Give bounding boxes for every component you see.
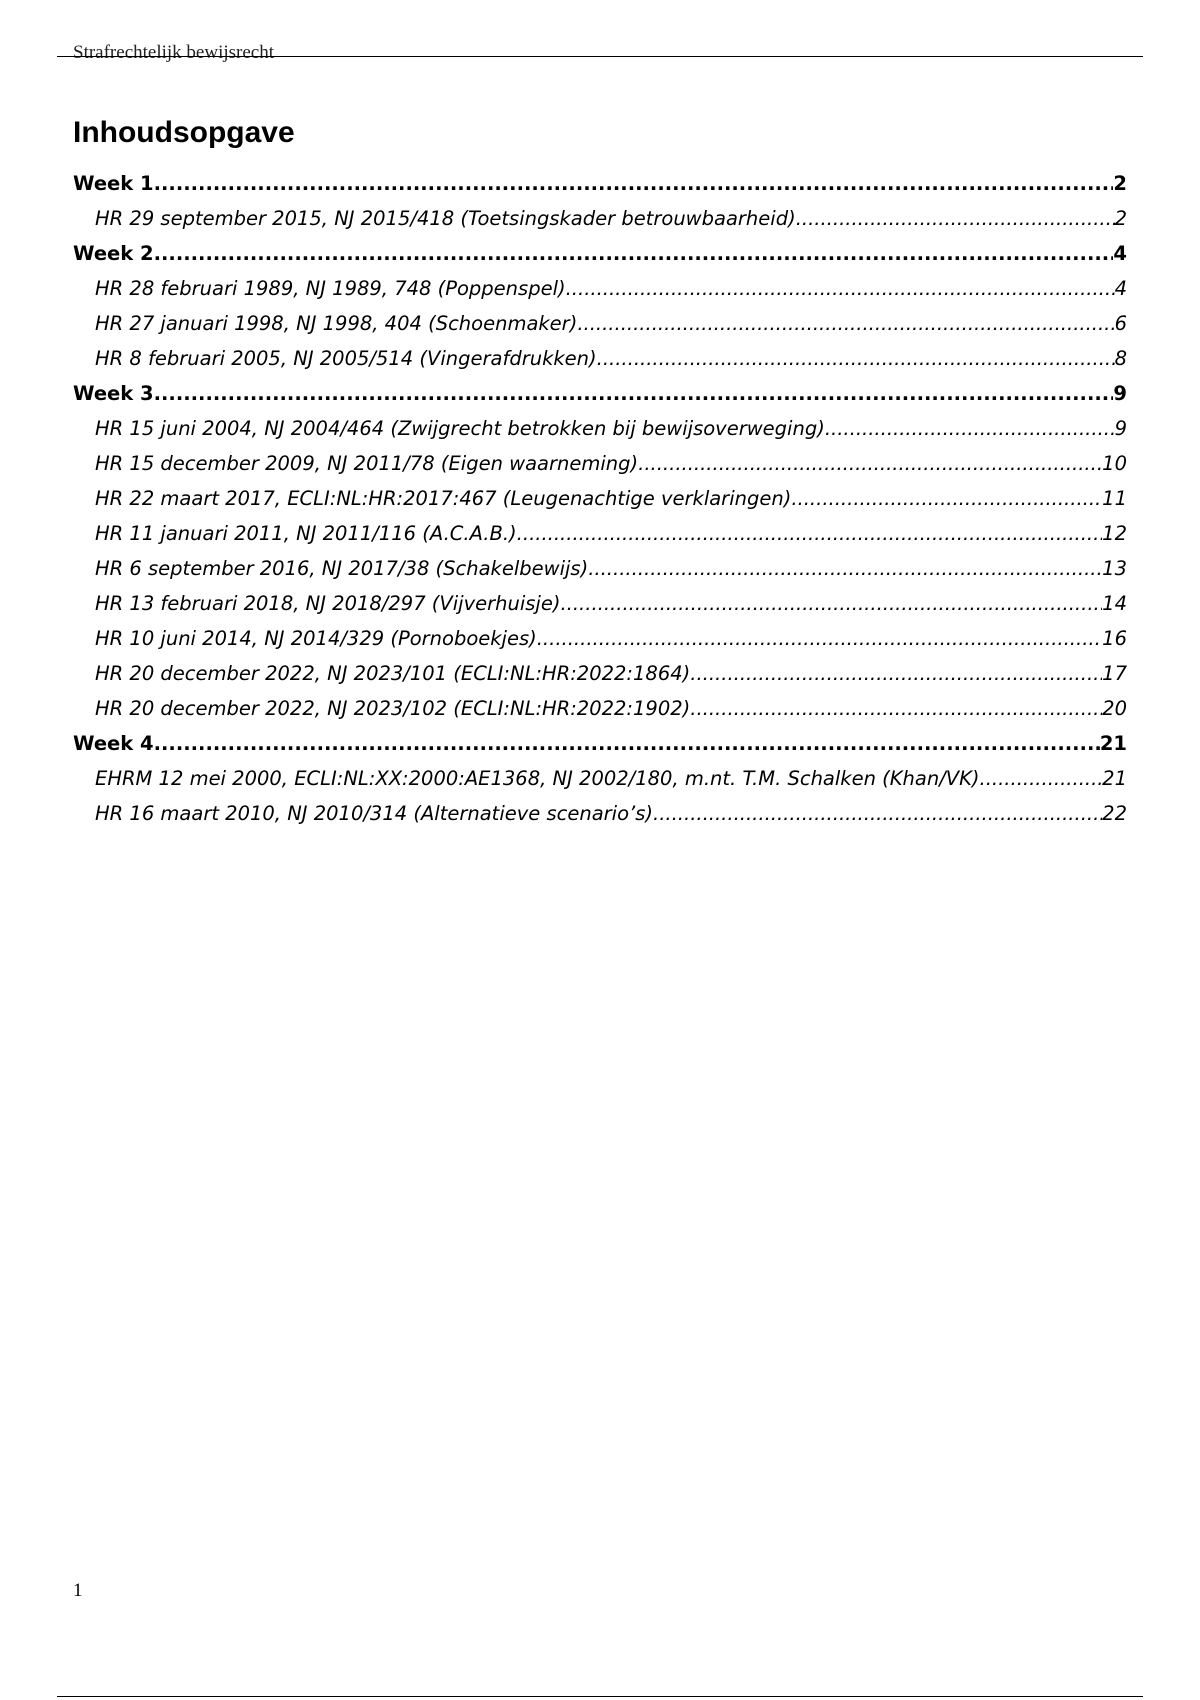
- toc-entry-page: 11: [1102, 487, 1127, 510]
- page-number: 1: [73, 1580, 83, 1601]
- toc-entry-page: 14: [1102, 592, 1127, 615]
- toc-entry-page: 17: [1102, 662, 1127, 685]
- toc-entry-case[interactable]: [73, 557, 1127, 581]
- header-rule: [57, 56, 1143, 57]
- toc-entry-case[interactable]: [73, 417, 1127, 441]
- dot-leader: [653, 802, 1102, 826]
- dot-leader: [577, 312, 1114, 336]
- toc-entry-page: 21: [1102, 767, 1127, 790]
- dot-leader: [690, 662, 1102, 686]
- toc-entry-title: Week 4: [73, 732, 154, 755]
- toc-entry-page: 2: [1113, 172, 1127, 195]
- toc-entry-case[interactable]: [73, 347, 1127, 371]
- dot-leader: [566, 277, 1115, 301]
- toc-entry-page: 16: [1102, 627, 1127, 650]
- toc-entry-week[interactable]: [73, 172, 1127, 196]
- toc-entry-title: HR 20 december 2022, NJ 2023/101 (ECLI:NL:HR:2022:1864): [95, 662, 691, 685]
- toc-entry-case[interactable]: [73, 627, 1127, 651]
- running-header: Strafrechtelijk bewijsrecht: [73, 42, 275, 63]
- toc-entry-title: HR 29 september 2015, NJ 2015/418 (Toetsingskader betrouwbaarheid): [95, 207, 796, 230]
- toc-entry-week[interactable]: [73, 242, 1127, 266]
- toc-entry-page: 9: [1113, 382, 1127, 405]
- toc-entry-page: 4: [1113, 242, 1127, 265]
- table-of-contents: [73, 172, 1127, 837]
- toc-entry-case[interactable]: [73, 767, 1127, 791]
- dot-leader: [154, 732, 1100, 756]
- dot-leader: [825, 417, 1115, 441]
- toc-entry-page: 9: [1114, 417, 1127, 440]
- toc-entry-page: 13: [1102, 557, 1127, 580]
- dot-leader: [154, 172, 1114, 196]
- toc-section-week-1: [73, 172, 1127, 231]
- toc-entry-title: HR 13 februari 2018, NJ 2018/297 (Vijverhuisje): [95, 592, 561, 615]
- toc-entry-title: HR 20 december 2022, NJ 2023/102 (ECLI:NL:HR:2022:1902): [95, 697, 691, 720]
- toc-entry-case[interactable]: [73, 487, 1127, 511]
- dot-leader: [154, 382, 1114, 406]
- toc-entry-title: HR 16 maart 2010, NJ 2010/314 (Alternatieve scenario’s): [95, 802, 653, 825]
- toc-entry-page: 6: [1114, 312, 1127, 335]
- toc-entry-title: Week 1: [73, 172, 154, 195]
- toc-entry-title: HR 15 december 2009, NJ 2011/78 (Eigen waarneming): [95, 452, 639, 475]
- toc-entry-title: HR 8 februari 2005, NJ 2005/514 (Vingerafdrukken): [95, 347, 597, 370]
- toc-entry-case[interactable]: [73, 662, 1127, 686]
- toc-entry-case[interactable]: [73, 522, 1127, 546]
- dot-leader: [560, 592, 1102, 616]
- toc-section-week-2: [73, 242, 1127, 371]
- dot-leader: [690, 697, 1102, 721]
- toc-section-week-3: [73, 382, 1127, 721]
- dot-leader: [588, 557, 1102, 581]
- toc-entry-page: 12: [1102, 522, 1127, 545]
- toc-entry-page: 22: [1102, 802, 1127, 825]
- dot-leader: [796, 207, 1115, 231]
- toc-entry-page: 4: [1114, 277, 1127, 300]
- toc-entry-title: HR 28 februari 1989, NJ 1989, 748 (Poppenspel): [95, 277, 566, 300]
- toc-entry-page: 2: [1114, 207, 1127, 230]
- toc-entry-case[interactable]: [73, 697, 1127, 721]
- dot-leader: [537, 627, 1102, 651]
- toc-entry-title: EHRM 12 mei 2000, ECLI:NL:XX:2000:AE1368, NJ 2002/180, m.nt. T.M. Schalken (Khan/VK): [95, 767, 980, 790]
- toc-heading: Inhoudsopgave: [73, 116, 295, 149]
- toc-entry-page: 20: [1102, 697, 1127, 720]
- toc-entry-title: HR 10 juni 2014, NJ 2014/329 (Pornoboekjes): [95, 627, 537, 650]
- toc-entry-title: HR 27 januari 1998, NJ 1998, 404 (Schoenmaker): [95, 312, 578, 335]
- toc-entry-title: HR 22 maart 2017, ECLI:NL:HR:2017:467 (Leugenachtige verklaringen): [95, 487, 792, 510]
- dot-leader: [980, 767, 1103, 791]
- toc-entry-case[interactable]: [73, 802, 1127, 826]
- toc-entry-week[interactable]: [73, 382, 1127, 406]
- footer-rule: [57, 1696, 1143, 1697]
- toc-entry-case[interactable]: [73, 592, 1127, 616]
- toc-entry-page: 8: [1114, 347, 1127, 370]
- dot-leader: [791, 487, 1102, 511]
- toc-entry-title: HR 6 september 2016, NJ 2017/38 (Schakelbewijs): [95, 557, 589, 580]
- toc-entry-case[interactable]: [73, 312, 1127, 336]
- toc-entry-case[interactable]: [73, 277, 1127, 301]
- toc-section-week-4: [73, 732, 1127, 826]
- toc-entry-title: HR 11 januari 2011, NJ 2011/116 (A.C.A.B.): [95, 522, 517, 545]
- toc-entry-week[interactable]: [73, 732, 1127, 756]
- toc-entry-page: 21: [1099, 732, 1127, 755]
- toc-entry-page: 10: [1102, 452, 1127, 475]
- dot-leader: [597, 347, 1115, 371]
- toc-entry-title: Week 3: [73, 382, 154, 405]
- toc-entry-title: HR 15 juni 2004, NJ 2004/464 (Zwijgrecht betrokken bij bewijsoverweging): [95, 417, 825, 440]
- dot-leader: [154, 242, 1114, 266]
- dot-leader: [638, 452, 1102, 476]
- toc-entry-title: Week 2: [73, 242, 154, 265]
- toc-entry-case[interactable]: [73, 452, 1127, 476]
- dot-leader: [517, 522, 1103, 546]
- toc-entry-case[interactable]: [73, 207, 1127, 231]
